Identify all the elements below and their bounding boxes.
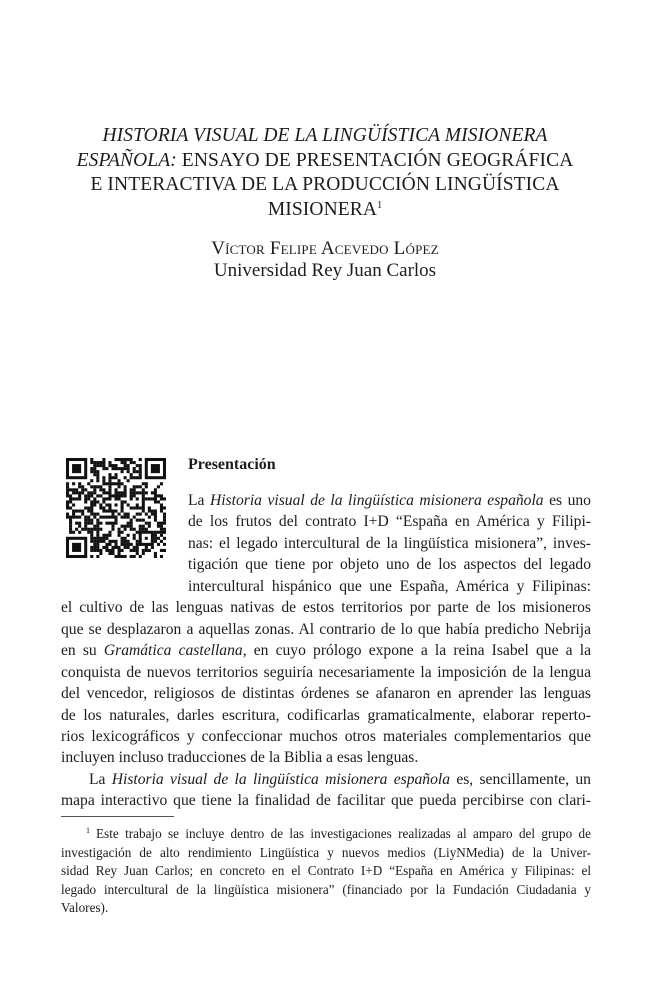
body-line: que se desplazaron a aquellas zonas. Al contrario de lo que había predicho Nebrija	[61, 620, 591, 638]
author-name: Víctor Felipe Acevedo López	[211, 238, 439, 259]
body-line: tigación que tiene por objeto uno de los aspectos del legado	[188, 556, 591, 574]
footnote-line: investigación de alto rendimiento Lingüística y nuevos medios (LiyNMedia) de la Univer-	[61, 844, 591, 860]
section-heading: Presentación	[188, 456, 276, 473]
body-line: rios lexicográficos y confeccionar muchos otros materiales complementarios que	[61, 727, 591, 745]
footnote-ref[interactable]: 1	[377, 199, 383, 211]
body-line: de los frutos del contrato I+D “España en América y Filipi-	[188, 513, 591, 531]
body-line: en su Gramática castellana, en cuyo prólogo expone a la reina Isabel que a la	[61, 642, 591, 660]
body-line: el cultivo de las lenguas nativas de estos territorios por parte de los misioneros	[61, 599, 591, 617]
paper-title	[60, 124, 590, 222]
body-line: de los naturales, darles escritura, codificarlas gramaticalmente, elaborar reperto-	[61, 706, 591, 724]
title-line-3: E INTERACTIVA DE LA PRODUCCIÓN LINGÜÍSTICA	[90, 174, 560, 195]
body-line: La Historia visual de la lingüística misionera española es uno	[188, 492, 591, 509]
title-line-1: HISTORIA VISUAL DE LA LINGÜÍSTICA MISIONERA	[102, 125, 548, 146]
footnote	[61, 825, 591, 918]
footnote-line: sidad Rey Juan Carlos; en concreto en el Contrato I+D “España en América y Filipinas: el	[61, 863, 591, 879]
body-line: del vencedor, religiosos de distintas órdenes se afanaron en aprender las lenguas	[61, 685, 591, 703]
body-line: La Historia visual de la lingüística misionera española es, sencillamente, un	[89, 770, 591, 788]
footnote-line: Valores).	[61, 900, 109, 916]
body-line: conquista de nuevos territorios seguiría necesariamente la imposición de la lengua	[61, 663, 591, 681]
footnote-line: $^1$ Este trabajo se incluye dentro de las investigaciones realizadas al amparo del grupo de	[86, 826, 591, 841]
footnote-marker: 1	[86, 826, 90, 835]
title-line-2: ESPAÑOLA: ENSAYO DE PRESENTACIÓN GEOGRÁFICA	[76, 149, 574, 171]
author-affiliation: Universidad Rey Juan Carlos	[213, 260, 437, 281]
footnote-divider	[61, 816, 174, 817]
title-line-4: MISIONERA$^1$	[267, 198, 383, 220]
footnote-line: legado intercultural de la lingüística misionera” (financiado por la Fundación Ciudadania y	[61, 881, 591, 897]
body-line: intercultural hispánico que une España, América y Filipinas:	[188, 577, 591, 595]
body-line: nas: el legado intercultural de la lingüística misionera”, inves-	[188, 534, 591, 552]
body-line: incluyen incluso traducciones de la Biblia a esas lenguas.	[61, 749, 419, 767]
body-line: mapa interactivo que tiene la finalidad de facilitar que pueda percibirse con clari-	[61, 792, 591, 810]
body-text	[61, 490, 591, 812]
